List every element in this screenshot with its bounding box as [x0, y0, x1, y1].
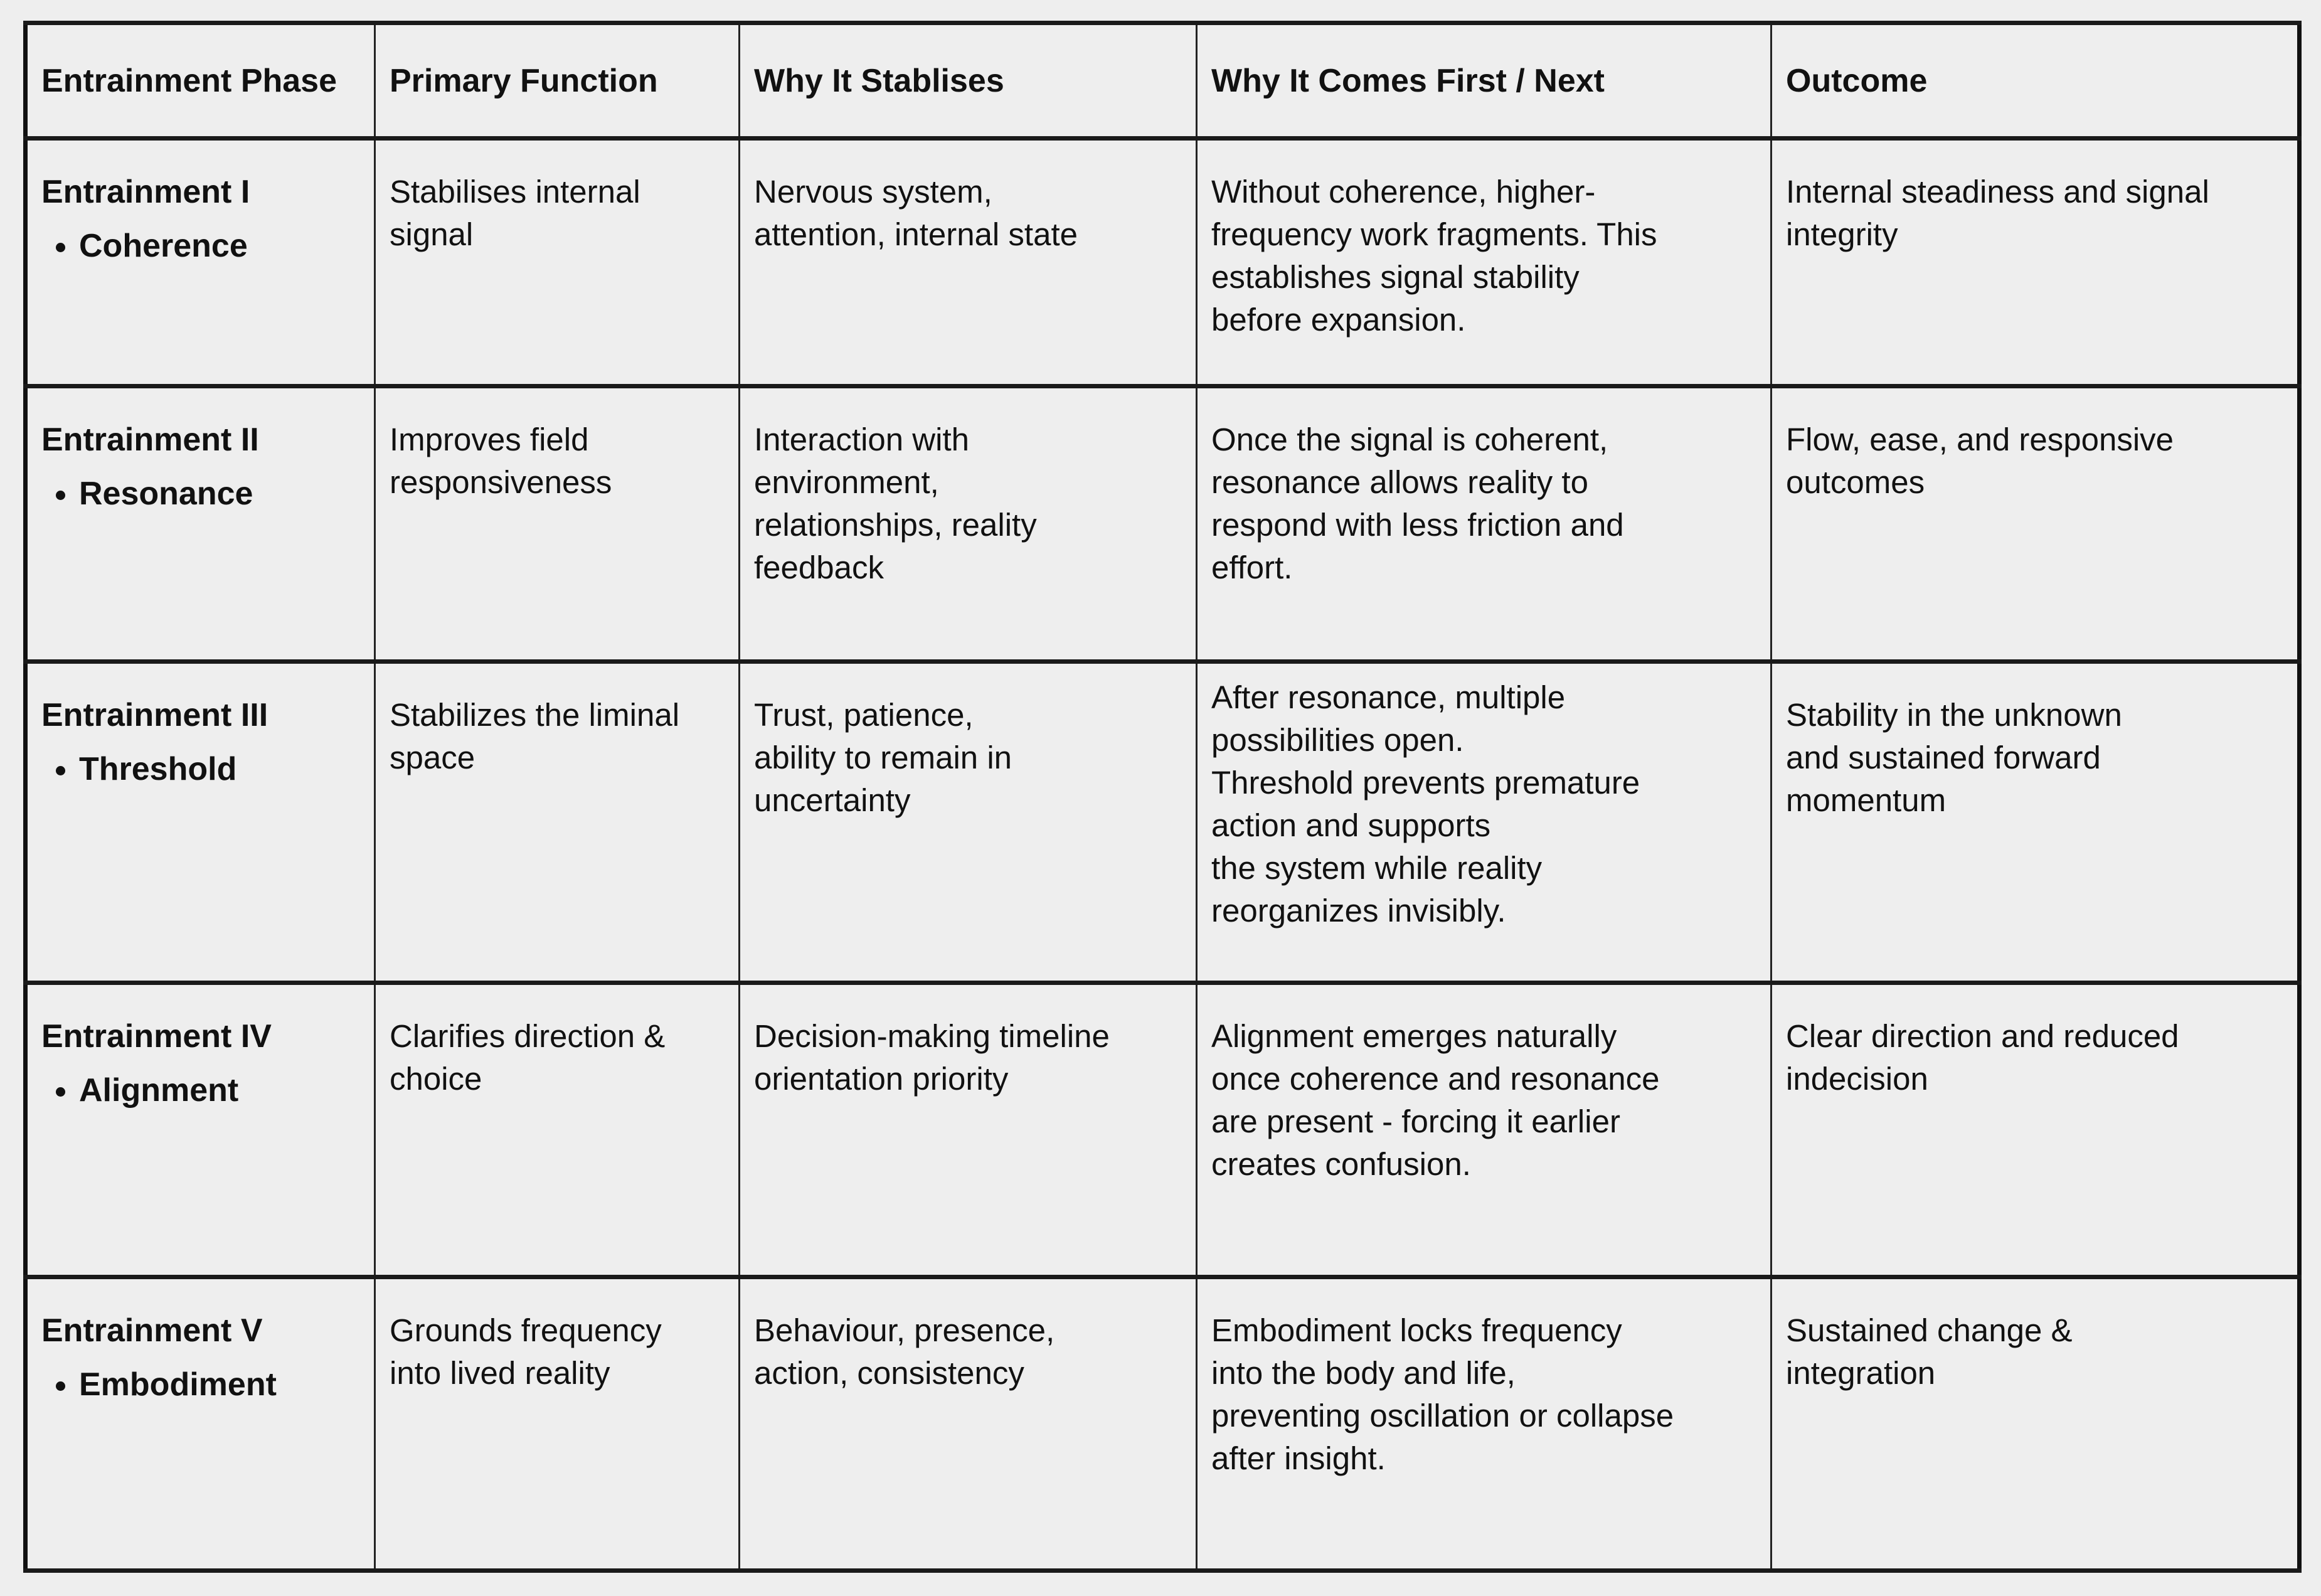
- why-cell: Interaction with environment, relationships, reality feedback: [740, 386, 1197, 662]
- outcome-cell: Clear direction and reduced indecision: [1771, 983, 2300, 1277]
- phase-cell: [26, 662, 375, 983]
- why-cell: Behaviour, presence, action, consistency: [740, 1277, 1197, 1571]
- function-cell: Improves field responsiveness: [375, 386, 740, 662]
- outcome-cell: Sustained change & integration: [1771, 1277, 2300, 1571]
- first-next-cell: Without coherence, higher- frequency work fragments. This establishes signal stability before expansion.: [1197, 139, 1771, 386]
- first-next-cell: Once the signal is coherent, resonance allows reality to respond with less friction and effort.: [1197, 386, 1771, 662]
- first-next-cell: After resonance, multiple possibilities open. Threshold prevents premature action and supports the system while reality reorganizes invisibly.: [1197, 662, 1771, 983]
- function-cell: Stabilizes the liminal space: [375, 662, 740, 983]
- why-cell: Decision-making timeline orientation priority: [740, 983, 1197, 1277]
- phase-title: Entrainment III: [41, 697, 268, 733]
- table-row: [26, 139, 2300, 386]
- header-row: [26, 23, 2300, 139]
- phase-title: Entrainment I: [41, 174, 250, 210]
- phase-title: Entrainment V: [41, 1312, 263, 1349]
- phase-subtitle: • Embodiment: [79, 1359, 360, 1410]
- entrainment-phases-table: [23, 21, 2302, 1573]
- header-primary-function: Primary Function: [375, 23, 740, 139]
- table-row: [26, 983, 2300, 1277]
- first-next-cell: Alignment emerges naturally once coherence and resonance are present - forcing it earlier creates confusion.: [1197, 983, 1771, 1277]
- phase-subtitle: • Threshold: [79, 744, 360, 794]
- outcome-cell: Flow, ease, and responsive outcomes: [1771, 386, 2300, 662]
- phase-cell: [26, 139, 375, 386]
- phase-subtitle: • Coherence: [79, 221, 360, 271]
- header-why-it-comes-first: Why It Comes First / Next: [1197, 23, 1771, 139]
- why-cell: Trust, patience, ability to remain in uncertainty: [740, 662, 1197, 983]
- phase-cell: [26, 983, 375, 1277]
- header-why-it-stabilises: Why It Stablises: [740, 23, 1197, 139]
- phase-cell: [26, 386, 375, 662]
- phase-cell: [26, 1277, 375, 1571]
- phase-subtitle: • Resonance: [79, 469, 360, 519]
- table-row: [26, 662, 2300, 983]
- header-outcome: Outcome: [1771, 23, 2300, 139]
- outcome-cell: Stability in the unknown and sustained forward momentum: [1771, 662, 2300, 983]
- first-next-cell: Embodiment locks frequency into the body and life, preventing oscillation or collapse after insight.: [1197, 1277, 1771, 1571]
- phase-title: Entrainment IV: [41, 1018, 272, 1055]
- function-cell: Clarifies direction & choice: [375, 983, 740, 1277]
- outcome-cell: Internal steadiness and signal integrity: [1771, 139, 2300, 386]
- why-cell: Nervous system, attention, internal state: [740, 139, 1197, 386]
- phase-subtitle: • Alignment: [79, 1065, 360, 1115]
- phase-title: Entrainment II: [41, 422, 259, 458]
- function-cell: Grounds frequency into lived reality: [375, 1277, 740, 1571]
- table-row: [26, 386, 2300, 662]
- header-entrainment-phase: Entrainment Phase: [26, 23, 375, 139]
- function-cell: Stabilises internal signal: [375, 139, 740, 386]
- table-row: [26, 1277, 2300, 1571]
